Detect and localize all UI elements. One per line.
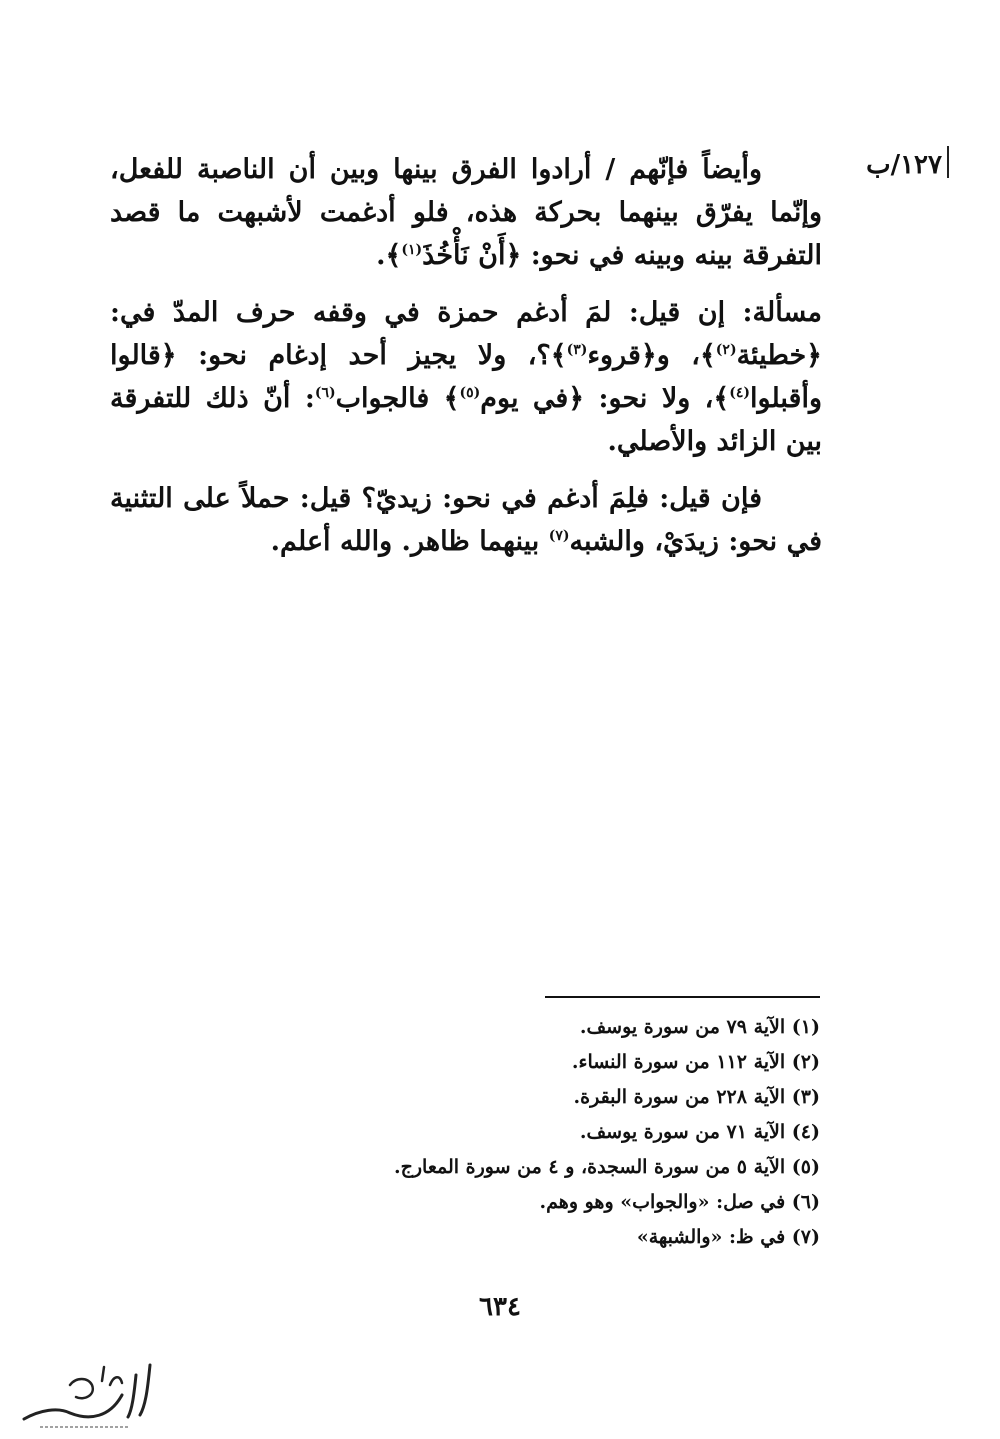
footnote-7: (٧) في ظ: «والشبهة» — [636, 1226, 820, 1248]
text-run: ، و — [656, 340, 700, 371]
text-run: : أنّ ذلك للتفرقة بين الزائد والأصلي. — [110, 383, 822, 457]
footnote-3: (٣) الآية ٢٢٨ من سورة البقرة. — [573, 1086, 820, 1108]
paragraph-1 — [110, 148, 822, 277]
text-run: فإن قيل: فلِمَ أدغم في نحو: زيديّ؟ قيل: حملاً على التثنية في نحو: زيدَيْ، والشبه — [110, 483, 822, 557]
footnote-2: (٢) الآية ١١٢ من سورة النساء. — [571, 1051, 820, 1073]
footnote-marker[interactable]: (٣) — [566, 342, 588, 358]
manuscript-folio-ref: ١٢٧/ب — [866, 150, 942, 180]
footnote-1: (١) الآية ٧٩ من سورة يوسف. — [579, 1016, 820, 1038]
paragraph-2 — [110, 291, 822, 463]
quran-quote: ﴾ — [713, 383, 730, 414]
quran-quote: ﴾ — [443, 383, 460, 414]
text-run: ، ولا نحو: — [584, 383, 714, 414]
text-run: بينهما ظاهر. والله أعلم. — [270, 526, 549, 557]
footnote-divider — [545, 996, 820, 998]
body-text — [110, 148, 822, 577]
paragraph-3 — [110, 477, 822, 563]
footnote-marker[interactable]: (٦) — [314, 385, 336, 401]
paragraph-lead: مسألة — [752, 297, 822, 328]
footnotes-list — [300, 1010, 820, 1255]
quran-quote: ﴿في يوم — [480, 383, 585, 414]
text-run: : إن قيل: لمَ أدغم حمزة في وقفه حرف المدّ في: — [110, 297, 753, 328]
text-run: ؟، ولا يجيز أحد إدغام نحو: — [176, 340, 551, 371]
quran-quote: ﴾ — [385, 240, 402, 271]
almoshahma-logo-icon — [10, 1355, 160, 1435]
margin-bar — [947, 146, 949, 178]
text-run: . — [376, 240, 386, 271]
page-number: ٦٣٤ — [479, 1292, 521, 1322]
quran-quote: ﴾ — [550, 340, 567, 371]
footnote-marker[interactable]: (١) — [401, 242, 423, 258]
footnote-6: (٦) في صل: «والجواب» وهو وهم. — [539, 1191, 820, 1213]
text-run: وأيضاً فإنّهم / أرادوا الفرق بينها وبين أن الناصبة للفعل، وإنّما يفرّق بينهما بحركة هذه، فلو أدغمت لأشبهت ما قصد التفرقة بينه وبينه في نحو: — [110, 154, 822, 271]
quran-quote: ﴿قالوا وأقبلوا — [110, 340, 822, 414]
quran-quote: ﴾ — [699, 340, 716, 371]
footnote-marker[interactable]: (٧) — [548, 528, 570, 544]
footnote-5: (٥) الآية ٥ من سورة السجدة، و ٤ من سورة المعارج. — [394, 1156, 820, 1178]
quran-quote: ﴿أَنْ نَأْخُذَ — [422, 240, 522, 271]
text-run: فالجواب — [335, 383, 444, 414]
footnote-4: (٤) الآية ٧١ من سورة يوسف. — [579, 1121, 820, 1143]
quran-quote: ﴿قروء — [587, 340, 657, 371]
footnote-marker[interactable]: (٤) — [729, 385, 751, 401]
quran-quote: ﴿خطيئة — [736, 340, 822, 371]
footnote-marker[interactable]: (٥) — [459, 385, 481, 401]
footnote-marker[interactable]: (٢) — [715, 342, 737, 358]
